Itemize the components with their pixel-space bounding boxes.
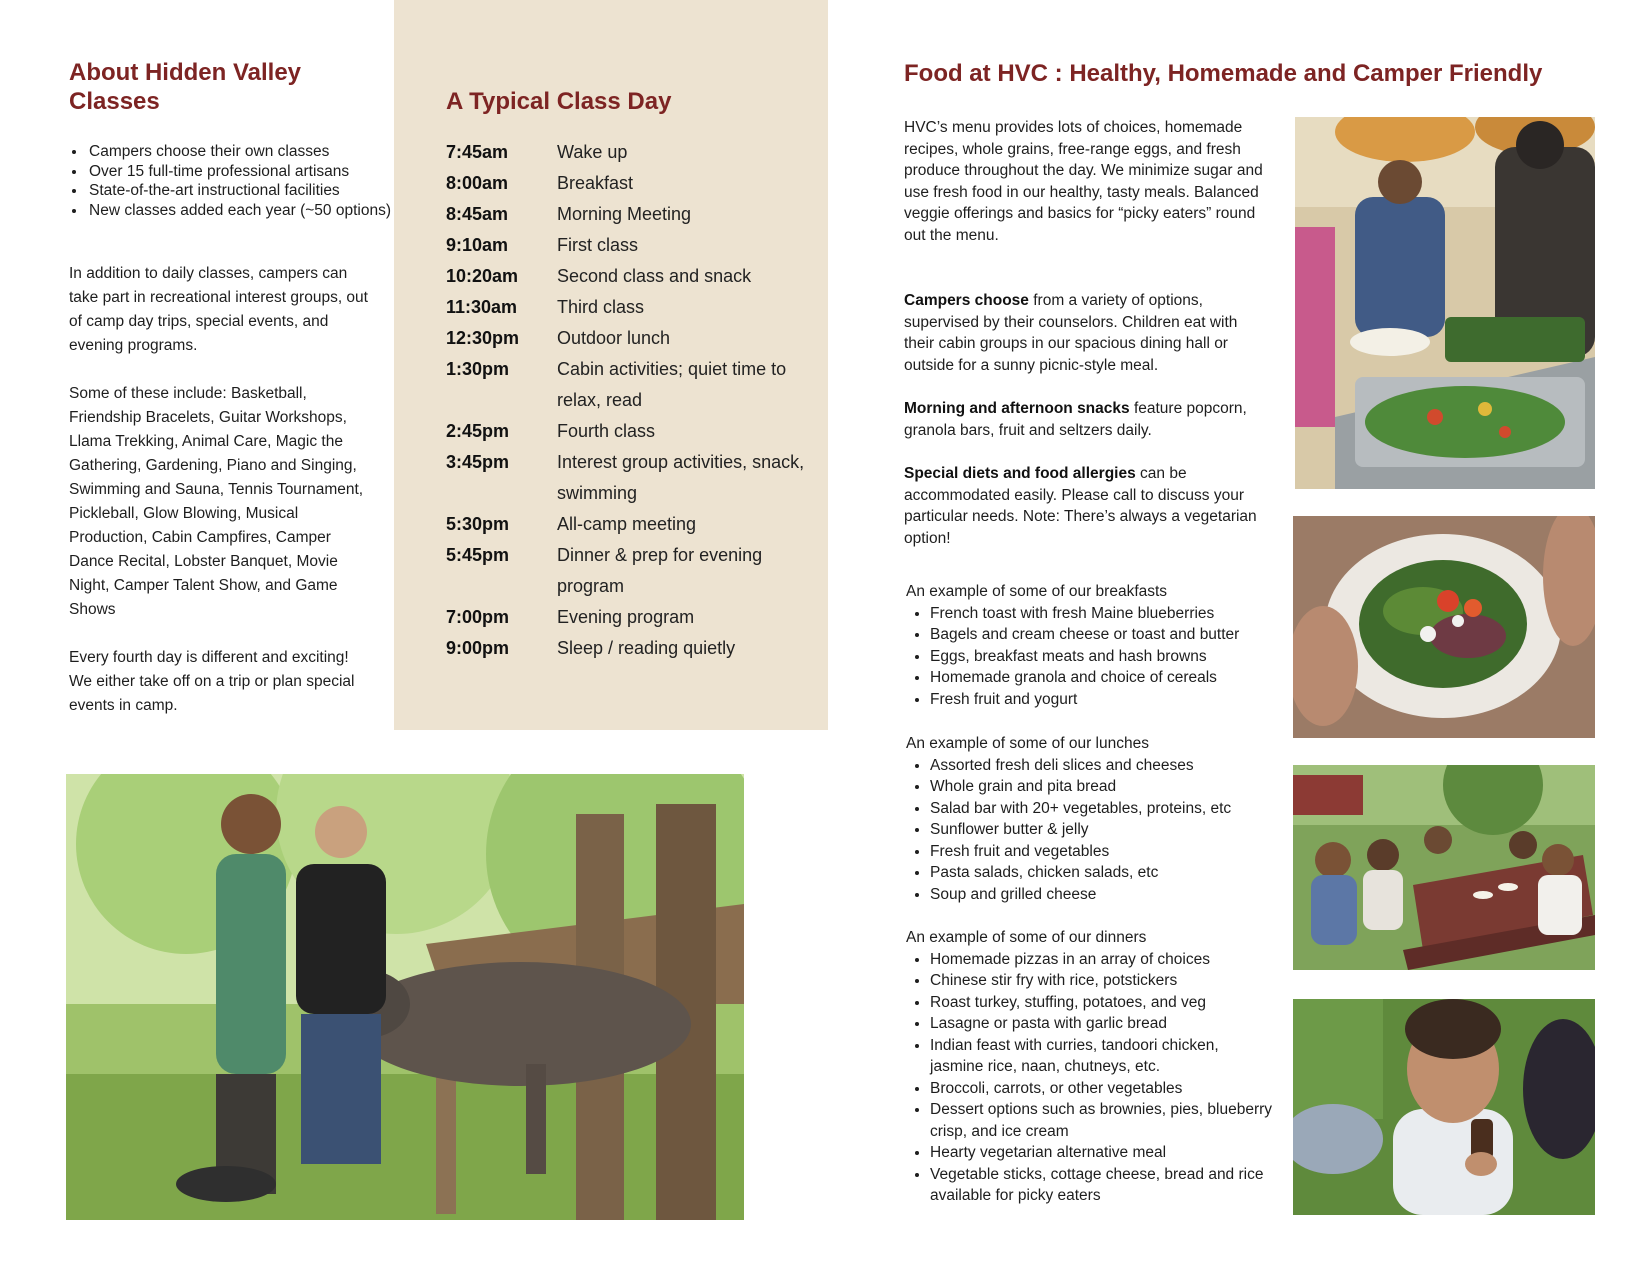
food-choose-bold: Campers choose xyxy=(904,292,1029,309)
photo-kids-feeding-donkey xyxy=(66,774,744,1220)
menu-item: • Fresh fruit and yogurt xyxy=(930,689,1276,711)
dinner-heading: An example of some of our dinners xyxy=(906,929,1147,946)
dinner-list xyxy=(906,949,1276,1207)
menu-item: • Broccoli, carrots, or other vegetables xyxy=(930,1078,1276,1100)
menu-item: • Whole grain and pita bread xyxy=(930,776,1276,798)
schedule-title: A Typical Class Day xyxy=(446,88,672,115)
photo-picnic-table xyxy=(1293,765,1595,970)
about-bullet: • New classes added each year (~50 options) xyxy=(87,201,407,221)
lunch-list xyxy=(906,755,1276,906)
menu-item: • Eggs, breakfast meats and hash browns xyxy=(930,646,1276,668)
about-bullet: • Over 15 full-time professional artisans xyxy=(87,162,407,182)
lunch-heading: An example of some of our lunches xyxy=(906,735,1149,752)
breakfast-heading: An example of some of our breakfasts xyxy=(906,583,1168,600)
schedule-time: 7:00pm xyxy=(446,607,510,627)
menu-item: • Hearty vegetarian alternative meal xyxy=(930,1142,1276,1164)
schedule-time: 8:00am xyxy=(446,173,509,193)
schedule-time: 9:10am xyxy=(446,235,509,255)
schedule-activity: Cabin activities; quiet time to relax, read xyxy=(557,359,787,410)
food-title: Food at HVC : Healthy, Homemade and Camper Friendly xyxy=(904,60,1543,87)
food-choose-text: from a variety of options, supervised by their counselors. Children eat with their cabin groups in our spacious dining hall or outside for a sunny picnic-style meal. xyxy=(904,292,1238,374)
food-snacks-paragraph xyxy=(904,398,1264,441)
about-paragraph-fourth-day: Every fourth day is different and exciting! We either take off on a trip or plan special events in camp. xyxy=(69,649,355,714)
schedule-row xyxy=(446,416,806,447)
schedule-row xyxy=(446,261,806,292)
about-bullet: • State-of-the-art instructional facilities xyxy=(87,181,407,201)
schedule-activity: Second class and snack xyxy=(557,266,752,286)
schedule-time: 2:45pm xyxy=(446,421,510,441)
schedule-row xyxy=(446,230,806,261)
photo-buffet-line xyxy=(1295,117,1595,489)
schedule-row xyxy=(446,602,806,633)
menu-item: • Homemade granola and choice of cereals xyxy=(930,667,1276,689)
menu-item: • Assorted fresh deli slices and cheeses xyxy=(930,755,1276,777)
schedule-row xyxy=(446,323,806,354)
food-choose-paragraph xyxy=(904,290,1264,376)
schedule-activity: Wake up xyxy=(557,142,628,162)
schedule-activity: Evening program xyxy=(557,607,695,627)
schedule-row xyxy=(446,137,806,168)
schedule-row xyxy=(446,199,806,230)
schedule-time: 9:00pm xyxy=(446,638,510,658)
schedule-time: 3:45pm xyxy=(446,452,510,472)
food-diets-bold: Special diets and food allergies xyxy=(904,465,1136,482)
schedule-activity: All-camp meeting xyxy=(557,514,697,534)
schedule-row xyxy=(446,509,806,540)
menu-item: • Sunflower butter & jelly xyxy=(930,819,1276,841)
schedule-row xyxy=(446,168,806,199)
food-diets-paragraph xyxy=(904,463,1264,549)
menu-item: • Soup and grilled cheese xyxy=(930,884,1276,906)
schedule-activity: Fourth class xyxy=(557,421,656,441)
food-snacks-bold: Morning and afternoon snacks xyxy=(904,400,1130,417)
schedule-activity: Dinner & prep for evening program xyxy=(557,545,763,596)
menu-item: • Pasta salads, chicken salads, etc xyxy=(930,862,1276,884)
schedule-row xyxy=(446,447,806,509)
about-title: About Hidden Valley Classes xyxy=(69,59,302,115)
about-bullet-list xyxy=(69,142,407,220)
menu-item: • Salad bar with 20+ vegetables, proteins, etc xyxy=(930,798,1276,820)
breakfast-list xyxy=(906,603,1276,711)
schedule-row xyxy=(446,354,806,416)
food-intro: HVC’s menu provides lots of choices, homemade recipes, whole grains, free-range eggs, and fresh produce throughout the day. We minimize sugar and use fresh food in our healthy, tasty meals. Balanced veggie offerings and basics for “picky eaters” round out the menu. xyxy=(904,119,1263,244)
schedule-list xyxy=(446,137,806,664)
schedule-activity: Outdoor lunch xyxy=(557,328,671,348)
schedule-time: 5:30pm xyxy=(446,514,510,534)
lunch-menu xyxy=(906,733,1276,905)
photo-boy-eating xyxy=(1293,999,1595,1215)
photo-salad-plate xyxy=(1293,516,1595,738)
menu-item: • Fresh fruit and vegetables xyxy=(930,841,1276,863)
schedule-activity: Morning Meeting xyxy=(557,204,692,224)
about-paragraph-activities: In addition to daily classes, campers can take part in recreational interest groups, out of camp day trips, special events, and evening programs. xyxy=(69,265,368,354)
schedule-activity: First class xyxy=(557,235,638,255)
schedule-activity: Sleep / reading quietly xyxy=(557,638,736,658)
menu-item: • French toast with fresh Maine blueberries xyxy=(930,603,1276,625)
menu-item: • Chinese stir fry with rice, potstickers xyxy=(930,970,1276,992)
about-bullet: • Campers choose their own classes xyxy=(87,142,407,162)
schedule-row xyxy=(446,633,806,664)
schedule-time: 5:45pm xyxy=(446,545,510,565)
food-snacks-text: feature popcorn, granola bars, fruit and seltzers daily. xyxy=(904,400,1247,439)
menu-item: • Indian feast with curries, tandoori chicken, jasmine rice, naan, chutneys, etc. xyxy=(930,1035,1276,1078)
dinner-menu xyxy=(906,927,1276,1207)
schedule-time: 11:30am xyxy=(446,297,518,317)
schedule-time: 10:20am xyxy=(446,266,519,286)
schedule-time: 8:45am xyxy=(446,204,509,224)
schedule-row xyxy=(446,292,806,323)
schedule-row xyxy=(446,540,806,602)
menu-item: • Homemade pizzas in an array of choices xyxy=(930,949,1276,971)
menu-item: • Vegetable sticks, cottage cheese, bread and rice available for picky eaters xyxy=(930,1164,1276,1207)
menu-item: • Dessert options such as brownies, pies, blueberry crisp, and ice cream xyxy=(930,1099,1276,1142)
schedule-activity: Interest group activities, snack, swimming xyxy=(557,452,805,503)
schedule-time: 1:30pm xyxy=(446,359,510,379)
breakfast-menu xyxy=(906,581,1276,710)
menu-item: • Roast turkey, stuffing, potatoes, and veg xyxy=(930,992,1276,1014)
menu-item: • Lasagne or pasta with garlic bread xyxy=(930,1013,1276,1035)
schedule-activity: Breakfast xyxy=(557,173,634,193)
schedule-time: 12:30pm xyxy=(446,328,520,348)
schedule-time: 7:45am xyxy=(446,142,509,162)
about-paragraph-list: Some of these include: Basketball, Friendship Bracelets, Guitar Workshops, Llama Trekking, Animal Care, Magic the Gathering, Gardening, Piano and Singing, Swimming and Sauna, Tennis Tournament, Pickleball, Glow Blowing, Musical Production, Cabin Campfires, Camper Dance Recital, Lobster Banquet, Movie Night, Camper Talent Show, and Game Shows xyxy=(69,385,364,618)
menu-item: • Bagels and cream cheese or toast and butter xyxy=(930,624,1276,646)
food-diets-text: can be accommodated easily. Please call to discuss your particular needs. Note: There’s always a vegetarian option! xyxy=(904,465,1257,547)
schedule-activity: Third class xyxy=(557,297,645,317)
